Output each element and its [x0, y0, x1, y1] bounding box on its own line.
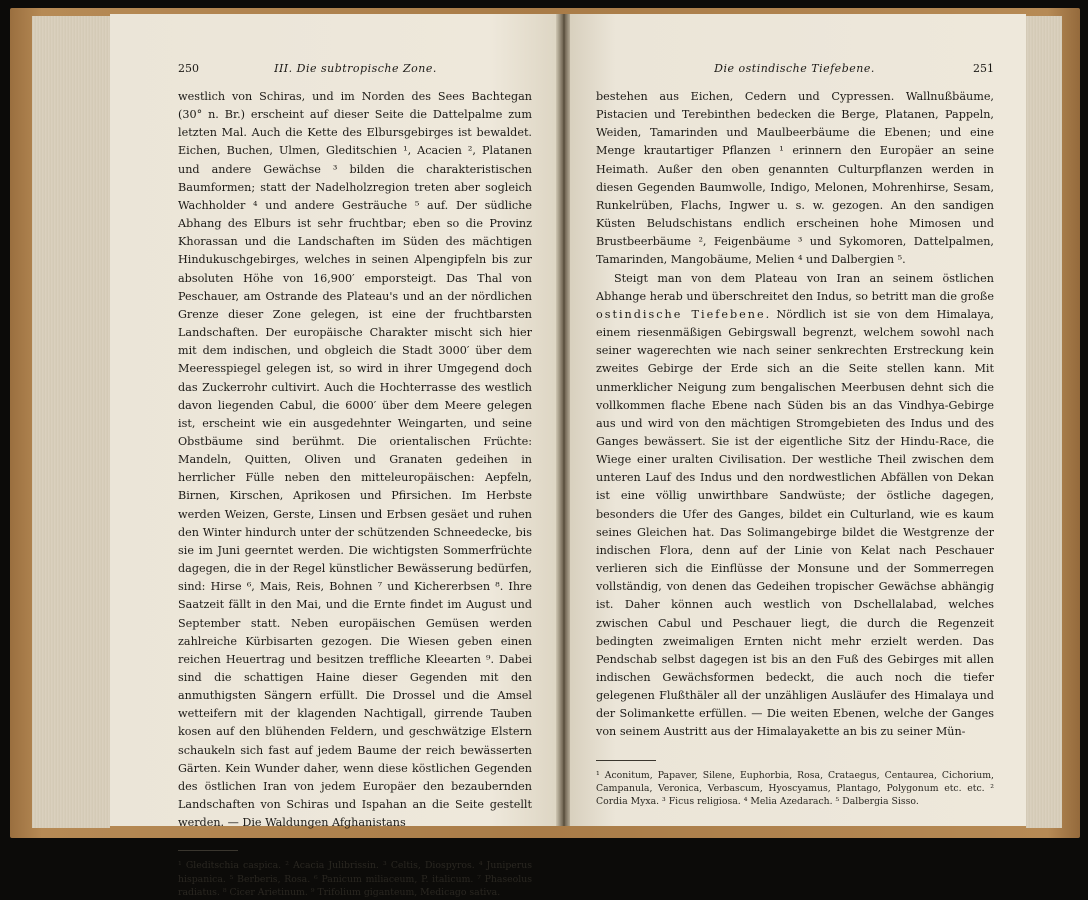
spaced-term: ostindische Tiefebene — [596, 307, 766, 321]
left-paragraph: westlich von Schiras, und im Norden des Sees Bachtegan (30° n. Br.) erscheint auf dieser Seite die Dattelpalme zum letzten Mal. Auch die Kette des Elbursgebirges ist bewaldet. Eichen, Buchen, Ulmen, Gleditschien ¹, Acacien ², Platanen und andere Gewächse ³ bilden die charakteristischen Baumformen; statt der Nadelholzregion treten aber sogleich Wachholder ⁴ und andere Gesträuche ⁵ auf. Der südliche Abhang des Elburs ist sehr fruchtbar; eben so die Provinz Khorassan und die Landschaften im Süden des mächtigen Hindukuschgebirges, welches in seinen Alpengipfeln bis zur absoluten Höhe von 16,900′ emporsteigt. Das Thal von Peschauer, am Ostrande des Plateau's und an der nördlichen Grenze dieser Zone gelegen, ist eine der fruchtbarsten Landschaften. Der europäische Charakter mischt sich hier mit dem indischen, und obgleich die Stadt 3000′ über dem Meeresspiegel gelegen ist, so wird in ihrer Umgegend doch das Zuckerrohr cultivirt. Auch die Hochterrasse des westlich davon liegenden Cabul, die 6000′ über dem Meere gelegen ist, erscheint wie ein ausgedehnter Weingarten, und seine Obstbäume sind berühmt. Die orientalischen Früchte: Mandeln, Quitten, Oliven und Granaten gedeihen in herrlicher Fülle neben den mitteleuropäischen: Aepfeln, Birnen, Kirschen, Aprikosen und Pfirsichen. Im Herbste werden Weizen, Gerste, Linsen und Erbsen gesäet und ruhen den Winter hindurch unter der schützenden Schneedecke, bis sie im Juni geerntet werden. Die wichtigsten Sommerfrüchte dagegen, die in der Regel künstlicher Bewässerung bedürfen, sind: Hirse ⁶, Mais, Reis, Bohnen ⁷ und Kichererbsen ⁸. Ihre Saatzeit fällt in den Mai, und die Ernte findet im August und September statt. Neben europäischen Gemüsen werden zahlreiche Kürbisarten gezogen. Die Wiesen geben einen reichen Heuertrag und besitzen treffliche Kleearten ⁹. Dabei sind die schattigen Haine dieser Gegenden mit den anmuthigsten Sängern erfüllt. Die Drossel und die Amsel wetteifern mit der klagenden Nachtigall, girrende Tauben kosen auf den blühenden Feldern, und geschwätzige Elstern schaukeln sich fast auf jedem Baume der reich bewässerten Gärten. Kein Wunder daher, wenn diese köstlichen Gegenden des östlichen Iran von jedem Europäer den bezaubernden Landschaften von Schiras und Ispahan an die Seite gestellt werden. — Die Waldungen Afghanistans — [178, 90, 532, 830]
right-page-edges — [1026, 16, 1062, 828]
right-page — [570, 14, 1026, 826]
right-running-head — [596, 62, 994, 78]
right-page-number: 251 — [973, 62, 994, 75]
right-body-text — [596, 88, 994, 742]
right-paragraph-1: bestehen aus Eichen, Cedern und Cypressen. Wallnußbäume, Pistacien und Terebinthen bedecken die Berge, Platanen, Pappeln, Weiden, Tamarinden und Maulbeerbäume die Ebenen; und eine Menge krautartiger Pflanzen ¹ erinnern den Europäer an seine Heimath. Außer den oben genannten Culturpflanzen werden in diesen Gegenden Baumwolle, Indigo, Melonen, Mohrenhirse, Sesam, Runkelrüben, Flachs, Ingwer u. s. w. gezogen. An den sandigen Küsten Beludschistans endlich erscheinen hohe Mimosen und Brustbeerbäume ², Feigenbäume ³ und Sykomoren, Dattelpalmen, Tamarinden, Mangobäume, Melien ⁴ und Dalbergien ⁵. — [596, 90, 994, 267]
right-footnote-rule — [596, 760, 656, 761]
right-paragraph-2-start: Steigt man von dem Plateau von Iran an seinem östlichen Abhange herab und überschreitet den Indus, so betritt man die große — [596, 271, 994, 303]
right-header-title: Die ostindische Tiefebene. — [714, 62, 875, 75]
right-paragraph-2-rest: . Nördlich ist sie von dem Himalaya, einem riesenmäßigen Gebirgswall begrenzt, welchem sowohl nach seiner wagerechten wie nach seiner senkrechten Erstreckung kein zweites Gebirge der Erde sich an die Seite stellen kann. Mit unmerklicher Neigung zum bengalischen Meerbusen dehnt sich die vollkommen flache Ebene nach Süden bis an das Vindhya-Gebirge aus und wird von den mächtigen Stromgebieten des Indus und des Ganges bewässert. Sie ist der eigentliche Sitz der Hindu-Race, die Wiege einer uralten Civilisation. Der westliche Theil zwischen dem unteren Lauf des Indus und den nordwestlichen Abfällen von Dekan ist eine völlig unwirthbare Sandwüste; der östliche dagegen, besonders die Ufer des Ganges, bildet ein Culturland, wie es kaum seines Gleichen hat. Das Solimangebirge bildet die Westgrenze der indischen Flora, denn auf der Linie von Kelat nach Peschauer verlieren sich die Einflüsse der Monsune und der Sommerregen vollständig, von denen das Gedeihen tropischer Gewächse abhängig ist. Daher können auch westlich von Dschellalabad, welches zwischen Cabul und Peschauer liegt, die durch die Regenzeit bedingten zweimaligen Ernten nicht mehr erzielt werden. Das Pendschab selbst dagegen ist bis an den Fuß des Gebirges mit allen indischen Gewächsformen bedeckt, die auch noch die tiefer gelegenen Flußthäler all der unzähligen Ausläufer des Himalaya und der Solimankette erfüllen. — Die weiten Ebenen, welche der Ganges von seinem Austritt aus der Himalayakette an bis zu seiner Mün- — [596, 307, 994, 739]
left-footnotes: ¹ Gleditschia caspica. ² Acacia Julibrissin. ³ Celtis, Diospyros. ⁴ Juniperus hispanica. ⁵ Berberis, Rosa. ⁶ Panicum miliaceum, P. italicum. ⁷ Phaseolus radiatus. ⁸ Cicer Arietinum. ⁹ Trifolium giganteum, Medicago sativa. — [178, 860, 532, 899]
right-footnotes: ¹ Aconitum, Papaver, Silene, Euphorbia, Rosa, Crataegus, Centaurea, Cichorium, Campanula, Veronica, Verbascum, Hyoscyamus, Plantago, Polygonum etc. etc. ² Cordia Myxa. ³ Ficus religiosa. ⁴ Melia Azedarach. ⁵ Dalbergia Sisso. — [596, 769, 994, 808]
left-page-number: 250 — [178, 62, 199, 75]
right-paragraph-2 — [596, 270, 994, 742]
left-running-head — [178, 62, 532, 78]
left-footnote-rule — [178, 850, 238, 851]
left-body-text — [178, 88, 532, 832]
left-header-title: III. Die subtropische Zone. — [274, 62, 437, 75]
left-page — [110, 14, 558, 899]
left-page-edges — [32, 16, 110, 828]
